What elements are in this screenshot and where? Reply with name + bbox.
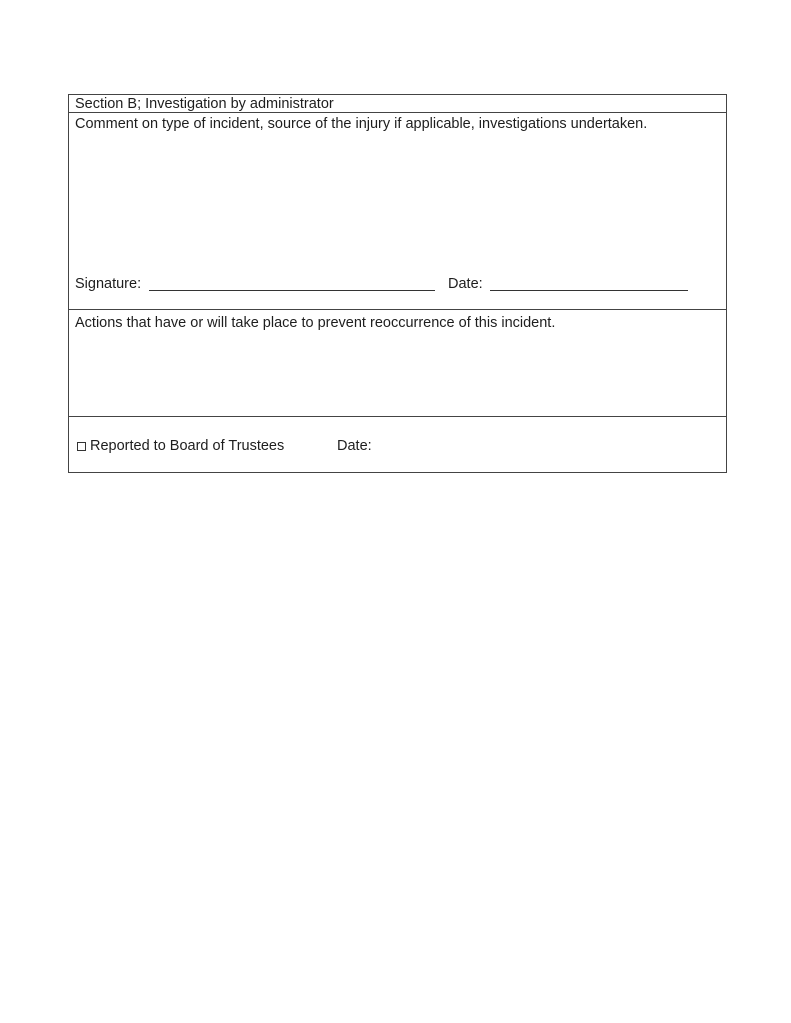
section-title: Section B; Investigation by administrator: [75, 96, 334, 112]
investigation-form: [68, 94, 727, 473]
reported-checkbox[interactable]: [77, 442, 86, 451]
signature-label: Signature:: [75, 276, 142, 292]
section-header-row: [69, 95, 726, 113]
comment-prompt: Comment on type of incident, source of the injury if applicable, investigations undertaken.: [75, 116, 648, 132]
reported-label: Reported to Board of Trustees: [90, 438, 285, 454]
reported-row: [69, 417, 726, 472]
signature-line[interactable]: [149, 290, 435, 291]
comment-field[interactable]: [69, 113, 726, 310]
actions-field[interactable]: [69, 310, 726, 417]
reported-date-label: Date:: [337, 438, 372, 454]
signature-date-label: Date:: [448, 276, 483, 292]
signature-date-line[interactable]: [490, 290, 688, 291]
actions-prompt: Actions that have or will take place to prevent reoccurrence of this incident.: [75, 315, 556, 331]
